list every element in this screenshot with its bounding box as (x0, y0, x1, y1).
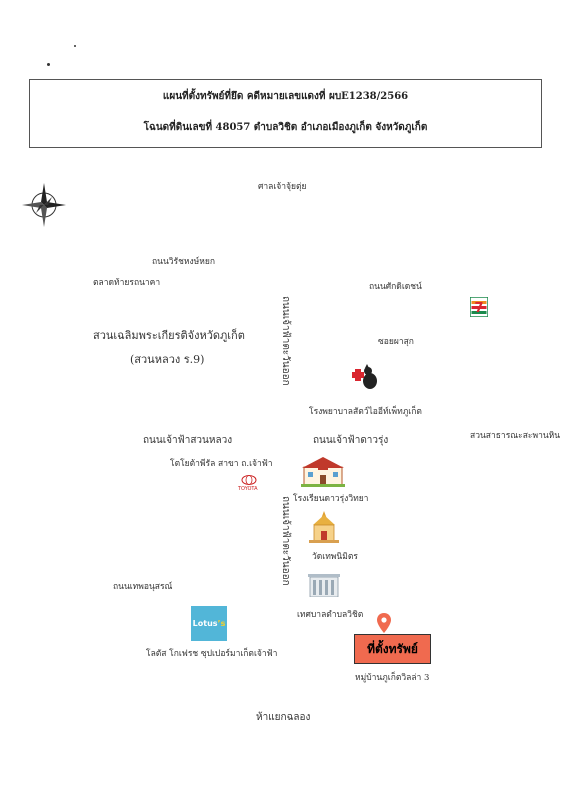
park-sublabel: (สวนหลวง ร.9) (130, 353, 205, 366)
public-park-label: สวนสาธารณะสะพานหิน (470, 431, 561, 441)
lotus-brand-text: Lotus (192, 619, 218, 628)
chalong-intersection-label: ห้าแยกฉลอง (256, 712, 311, 723)
speck-1 (74, 45, 76, 47)
village-label: หมู่บ้านภูเก็ตวิลล่า 3 (355, 673, 430, 683)
svg-text:7: 7 (474, 301, 484, 316)
road-chaofa-east-label-top: ถนนเจ้าฟ้าตะวันออก (280, 296, 291, 386)
title-line-2: โฉนดที่ดินเลขที่ 48057 ตำบลวิชิต อำเภอเมืองภูเก็ต จังหวัดภูเก็ต (143, 122, 428, 133)
property-location-badge: ที่ตั้งทรัพย์ (354, 634, 431, 664)
shrine-label: ศาลเจ้าจุ้ยตุ่ย (258, 182, 307, 192)
school-label: โรงเรียนดาวรุ่งวิทยา (293, 494, 369, 504)
lotus-label: โลตัส โกเฟรช ซุปเปอร์มาเก็ตเจ้าฟ้า (146, 649, 278, 659)
road-suanluang-label: ถนนเจ้าฟ้าสวนหลวง (143, 435, 233, 446)
compass-rose-icon (22, 180, 66, 232)
road-sakdidet-label: ถนนศักดิเดชน์ (369, 282, 422, 292)
government-building-icon (308, 573, 340, 597)
vet-hospital-label: โรงพยาบาลสัตว์ไออีท์เพ็ทภูเก็ต (309, 407, 422, 417)
park-label: สวนเฉลิมพระเกียรติจังหวัดภูเก็ต (93, 329, 245, 342)
location-pin-icon (377, 613, 391, 633)
speck-2 (47, 63, 50, 66)
title-box (29, 79, 542, 148)
title-line-1: แผนที่ตั้งทรัพย์ที่ยึด คดีหมายเลขแดงที่ ผบE1238/2566 (162, 91, 409, 102)
toyota-logo-text: TOYOTA (238, 486, 258, 492)
temple-icon (309, 511, 339, 543)
soi-phasuk-label: ซอยผาสุก (378, 337, 414, 347)
vet-clinic-icon (352, 364, 378, 390)
road-thepanuson-label: ถนนเทพอนุสรณ์ (113, 582, 173, 592)
road-dawrung-label: ถนนเจ้าฟ้าดาวรุ่ง (313, 435, 389, 446)
road-chaofa-east-label-bottom: ถนนเจ้าฟ้าตะวันออก (280, 496, 291, 586)
temple-label: วัดเทพนิมิตร (312, 552, 358, 562)
municipality-label: เทศบาลตำบลวิชิต (297, 610, 364, 620)
lotus-logo: Lotus ’s (191, 606, 227, 641)
seven-eleven-icon (470, 297, 488, 317)
school-building-icon (301, 455, 345, 487)
market-label: ตลาดท้ายรถนาคา (93, 278, 161, 288)
road-wirat-label: ถนนวิรัชหงษ์หยก (152, 257, 215, 267)
toyota-dealer-label: โตโยต้าพีรัล สาขา ถ.เจ้าฟ้า (170, 459, 273, 469)
